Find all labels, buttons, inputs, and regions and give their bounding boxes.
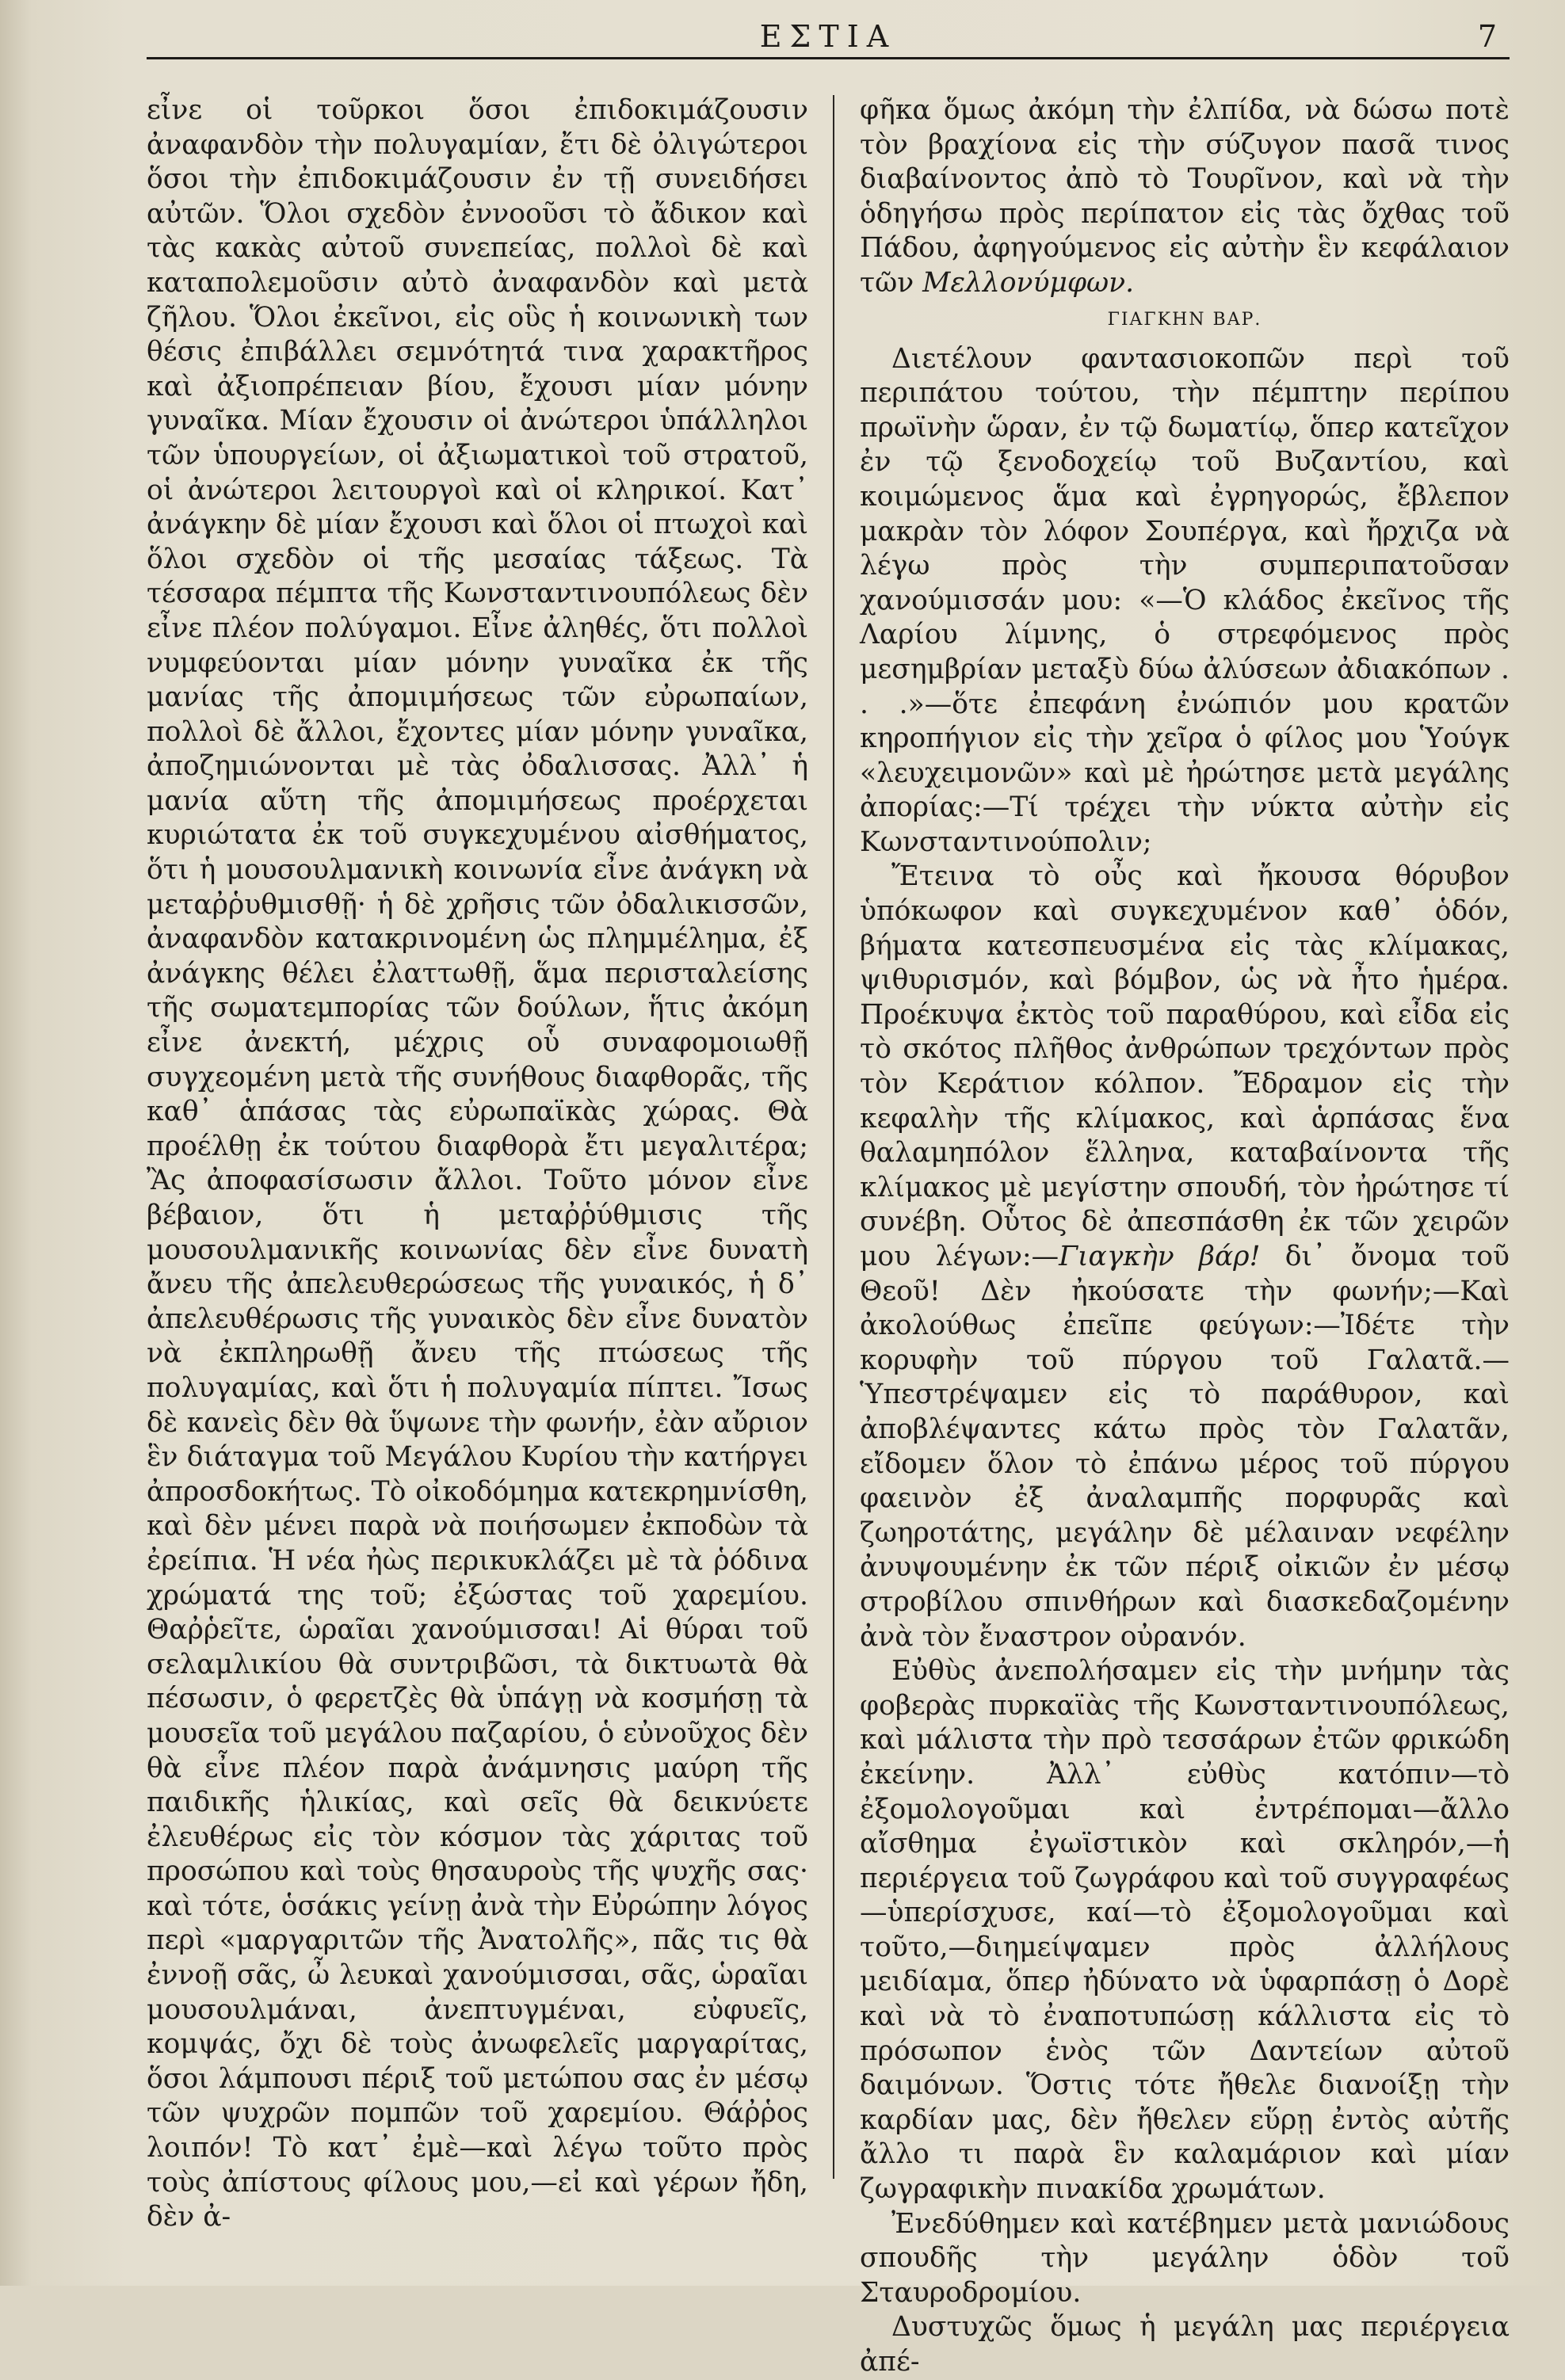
right-paragraph-3-a: Ἔτεινα τὸ οὖς καὶ ἤκουσα θόρυβον ὑπόκωφον καὶ συγκεχυμένον καθ᾽ ὁδόν, βήματα κατεσπευσμένα εἰς τὰς κλίμακας, ψιθυρισμόν, καὶ βόμβον, ὡς νὰ ἦτο ἡμέρα. Προέκυψα ἐκτὸς τοῦ παραθύρου, καὶ εἶδα εἰς τὸ σκότος πλῆθος ἀνθρώπων τρεχόντων πρὸς τὸν Κεράτιον κόλπον. Ἔδραμον εἰς τὴν κεφαλὴν τῆς κλίμακος, καὶ ἁρπάσας ἕνα θαλαμηπόλον ἕλληνα, καταβαίνοντα τῆς κλίμακος μὲ μεγίστην σπουδή, τὸν ἠρώτησε τί συνέβη. Οὗτος δὲ ἀπεσπάσθη ἐκ τῶν χειρῶν μου λέγων:— — [860, 860, 1510, 1272]
right-paragraph-1-italic: Μελλονύμφων. — [922, 266, 1135, 299]
author-signature: ΓΙΑΓΚΗΝ ΒΑΡ. — [1107, 309, 1262, 330]
right-paragraph-5: Ἐνεδύθημεν καὶ κατέβημεν μετὰ μανιώδους σπουδῆς τὴν μεγάλην ὁδὸν τοῦ Σταυροδρομίου. — [860, 2207, 1510, 2309]
right-paragraph-3 — [860, 860, 1510, 1654]
right-column — [860, 93, 1510, 2378]
right-paragraph-6: Δυστυχῶς ὅμως ἡ μεγάλη μας περιέργεια ἀπέ- — [860, 2311, 1510, 2378]
right-paragraph-1 — [860, 93, 1510, 301]
left-column — [147, 93, 808, 2264]
right-paragraph-3-b: δι᾽ ὄνομα τοῦ Θεοῦ! Δὲν ἠκούσατε τὴν φωνήν;—Καὶ ἀκολούθως ἐπεῖπε φεύγων:—Ἰδέτε τὴν κορυφὴν τοῦ πύργου τοῦ Γαλατᾶ.—Ὑπεστρέψαμεν εἰς τὸ παράθυρον, καὶ ἀποβλέψαντες κάτω πρὸς τὸν Γαλατᾶν, εἴδομεν ὅλον τὸ ἐπάνω μέρος τοῦ πύργου φαεινὸν ἐξ ἀναλαμπῆς πορφυρᾶς καὶ ζωηροτάτης, μεγάλην δὲ μέλαιναν νεφέλην ἀνυψουμένην ἐκ τῶν πέριξ οἰκιῶν ἐν μέσῳ στροβίλου σπινθήρων καὶ διασκεδαζομένην ἀνὰ τὸν ἔναστρον οὐρανόν. — [860, 1241, 1510, 1653]
right-paragraph-4: Εὐθὺς ἀνεπολήσαμεν εἰς τὴν μνήμην τὰς φοβερὰς πυρκαϊὰς τῆς Κωνσταντινουπόλεως, καὶ μάλιστα τὴν πρὸ τεσσάρων ἐτῶν φρικώδη ἐκείνην. Ἀλλ᾽ εὐθὺς κατόπιν—τὸ ἐξομολογοῦμαι καὶ ἐντρέπομαι—ἄλλο αἴσθημα ἐγωϊστικὸν καὶ σκληρόν,—ἡ περιέργεια τοῦ ζωγράφου καὶ τοῦ συγγραφέως—ὑπερίσχυσε, καί—τὸ ἐξομολογοῦμαι καὶ τοῦτο,—διημείψαμεν πρὸς ἀλλήλους μειδίαμα, ὅπερ ἠδύνατο νὰ ὑφαρπάσῃ ὁ Δορὲ καὶ νὰ τὸ ἐναποτυπώσῃ κάλλιστα εἰς τὸ πρόσωπον ἑνὸς τῶν Δαντείων αὐτοῦ δαιμόνων. Ὅστις τότε ἤθελε διανοίξῃ τὴν καρδίαν μας, δὲν ἤθελεν εὕρῃ ἐντὸς αὐτῆς ἄλλο τι παρὰ ἓν καλαμάριον καὶ μίαν ζωγραφικὴν πινακίδα χρωμάτων. — [860, 1655, 1510, 2206]
page-header — [147, 16, 1510, 55]
right-paragraph-1-text: φῆκα ὅμως ἀκόμη τὴν ἐλπίδα, νὰ δώσω ποτὲ τὸν βραχίονα εἰς τὴν σύζυγον πασᾶ τινος διαβαίνοντος ἀπὸ τὸ Τουρῖνον, καὶ νὰ τὴν ὁδηγήσω πρὸς περίπατον εἰς τὰς ὄχθας τοῦ Πάδου, ἀφηγούμενος εἰς αὐτὴν ἓν κεφάλαιον τῶν — [860, 94, 1510, 299]
page-number: 7 — [1477, 19, 1497, 54]
publication-title: ΕΣΤΙΑ — [759, 19, 897, 54]
right-paragraph-2: Διετέλουν φαντασιοκοπῶν περὶ τοῦ περιπάτου τούτου, τὴν πέμπτην περίπου πρωϊνὴν ὥραν, ἐν τῷ δωματίῳ, ὅπερ κατεῖχον ἐν τῷ ξενοδοχείῳ τοῦ Βυζαντίου, καὶ κοιμώμενος ἅμα καὶ ἐγρηγορώς, ἔβλεπον μακρὰν τὸν λόφον Σουπέργα, καὶ ἤρχιζα νὰ λέγω πρὸς τὴν συμπεριπατοῦσαν χανούμισσάν μου: «—Ὁ κλάδος ἐκεῖνος τῆς Λαρίου λίμνης, ὁ στρεφόμενος πρὸς μεσημβρίαν μεταξὺ δύω ἀλύσεων ἀδιακόπων . . .»—ὅτε ἐπεφάνη ἐνώπιόν μου κρατῶν κηροπήγιον εἰς τὴν χεῖρα ὁ φίλος μου Ὑούγκ «λευχειμονῶν» καὶ μὲ ἠρώτησε μετὰ μεγάλης ἀπορίας:—Τί τρέχει τὴν νύκτα αὐτὴν εἰς Κωνσταντινούπολιν; — [860, 342, 1510, 858]
header-rule — [147, 57, 1510, 59]
left-paragraph-1: εἶνε οἱ τοῦρκοι ὅσοι ἐπιδοκιμάζουσιν ἀναφανδὸν τὴν πολυγαμίαν, ἔτι δὲ ὀλιγώτεροι ὅσοι τὴν ἐπιδοκιμάζουσιν ἐν τῇ συνειδήσει αὐτῶν. Ὅλοι σχεδὸν ἐννοοῦσι τὸ ἄδικον καὶ τὰς κακὰς αὐτοῦ συνεπείας, πολλοὶ δὲ καὶ καταπολεμοῦσιν αὐτὸ ἀναφανδὸν καὶ μετὰ ζῆλου. Ὅλοι ἐκεῖνοι, εἰς οὓς ἡ κοινωνικὴ των θέσις ἐπιβάλλει σεμνότητά τινα χαρακτῆρος καὶ ἀξιοπρέπειαν βίου, ἔχουσι μίαν μόνην γυναῖκα. Μίαν ἔχουσιν οἱ ἀνώτεροι ὑπάλληλοι τῶν ὑπουργείων, οἱ ἀξιωματικοὶ τοῦ στρατοῦ, οἱ ἀνώτεροι λειτουργοὶ καὶ οἱ κληρικοί. Κατ᾽ ἀνάγκην δὲ μίαν ἔχουσι καὶ ὅλοι οἱ πτωχοὶ καὶ ὅλοι σχεδὸν οἱ τῆς μεσαίας τάξεως. Τὰ τέσσαρα πέμπτα τῆς Κωνσταντινουπόλεως δὲν εἶνε πλέον πολύγαμοι. Εἶνε ἀληθές, ὅτι πολλοὶ νυμφεύονται μίαν μόνην γυναῖκα ἐκ τῆς μανίας τῆς ἀπομιμήσεως τῶν εὐρωπαίων, πολλοὶ δὲ ἄλλοι, ἔχοντες μίαν μόνην γυναῖκα, ἀποζημιώνονται μὲ τὰς ὀδαλισσας. Ἀλλ᾽ ἡ μανία αὕτη τῆς ἀπομιμήσεως προέρχεται κυριώτατα ἐκ τοῦ συγκεχυμένου αἰσθήματος, ὅτι ἡ μουσουλμανικὴ κοινωνία εἶνε ἀνάγκη νὰ μεταῤῥυθμισθῇ· ἡ δὲ χρῆσις τῶν ὀδαλικισσῶν, ἀναφανδὸν κατακρινομένη ὡς πλημμέλημα, ἐξ ἀνάγκης θέλει ἐλαττωθῇ, ἅμα περισταλείσης τῆς σωματεμπορίας τῶν δούλων, ἥτις ἀκόμη εἶνε ἀνεκτή, μέχρις οὗ συναφομοιωθῇ συγχεομένη μετὰ τῆς συνήθους διαφθορᾶς, τῆς καθ᾽ ἁπάσας τὰς εὐρωπαϊκὰς χώρας. Θὰ προέλθῃ ἐκ τούτου διαφθορὰ ἔτι μεγαλιτέρα; Ἂς ἀποφασίσωσιν ἄλλοι. Τοῦτο μόνον εἶνε βέβαιον, ὅτι ἡ μεταῤῥύθμισις τῆς μουσουλμανικῆς κοινωνίας δὲν εἶνε δυνατὴ ἄνευ τῆς ἀπελευθερώσεως τῆς γυναικός, ἡ δ᾽ ἀπελευθέρωσις τῆς γυναικὸς δὲν εἶνε δυνατὸν νὰ ἐκπληρωθῇ ἄνευ τῆς πτώσεως τῆς πολυγαμίας, καὶ ὅτι ἡ πολυγαμία πίπτει. Ἴσως δὲ κανεὶς δὲν θὰ ὕψωνε τὴν φωνήν, ἐὰν αὔριον ἓν διάταγμα τοῦ Μεγάλου Κυρίου τὴν κατήργει ἀπροσδοκήτως. Τὸ οἰκοδόμημα κατεκρημνίσθη, καὶ δὲν μένει παρὰ νὰ ποιήσωμεν ἐκποδὼν τὰ ἐρείπια. Ἡ νέα ἠὼς περικυκλάζει μὲ τὰ ῥόδινα χρώματά της τοῦ; ἐξώστας τοῦ χαρεμίου. Θαῤῥεῖτε, ὡραῖαι χανούμισσαι! Αἱ θύραι τοῦ σελαμλικίου θὰ συντριβῶσι, τὰ δικτυωτὰ θὰ πέσωσιν, ὁ φερετζὲς θὰ ὑπάγῃ νὰ κοσμήσῃ τὰ μουσεῖα τοῦ μεγάλου παζαρίου, ὁ εὐνοῦχος δὲν θὰ εἶνε πλέον παρὰ ἀνάμνησις μαύρη τῆς παιδικῆς ἡλικίας, καὶ σεῖς θὰ δεικνύετε ἐλευθέρως εἰς τὸν κόσμον τὰς χάριτας τοῦ προσώπου καὶ τοὺς θησαυροὺς τῆς ψυχῆς σας· καὶ τότε, ὁσάκις γείνῃ ἀνὰ τὴν Εὐρώπην λόγος περὶ «μαργαριτῶν τῆς Ἀνατολῆς», πᾶς τις θὰ ἐννοῇ σᾶς, ὦ λευκαὶ χανούμισσαι, σᾶς, ὡραῖαι μουσουλμάναι, ἀνεπτυγμέναι, εὐφυεῖς, κομψάς, ὄχι δὲ τοὺς ἀνωφελεῖς μαργαρίτας, ὅσοι λάμπουσι πέριξ τοῦ μετώπου σας ἐν μέσῳ τῶν ψυχρῶν πομπῶν τοῦ χαρεμίου. Θάῤῥος λοιπόν! Τὸ κατ᾽ ἐμὲ—καὶ λέγω τοῦτο πρὸς τοὺς ἀπίστους φίλους μου,—εἰ καὶ γέρων ἤδη, δὲν ἀ- — [147, 94, 808, 2233]
column-divider — [833, 95, 834, 2179]
right-paragraph-3-italic: Γιαγκὴν βάρ! — [1059, 1241, 1261, 1272]
